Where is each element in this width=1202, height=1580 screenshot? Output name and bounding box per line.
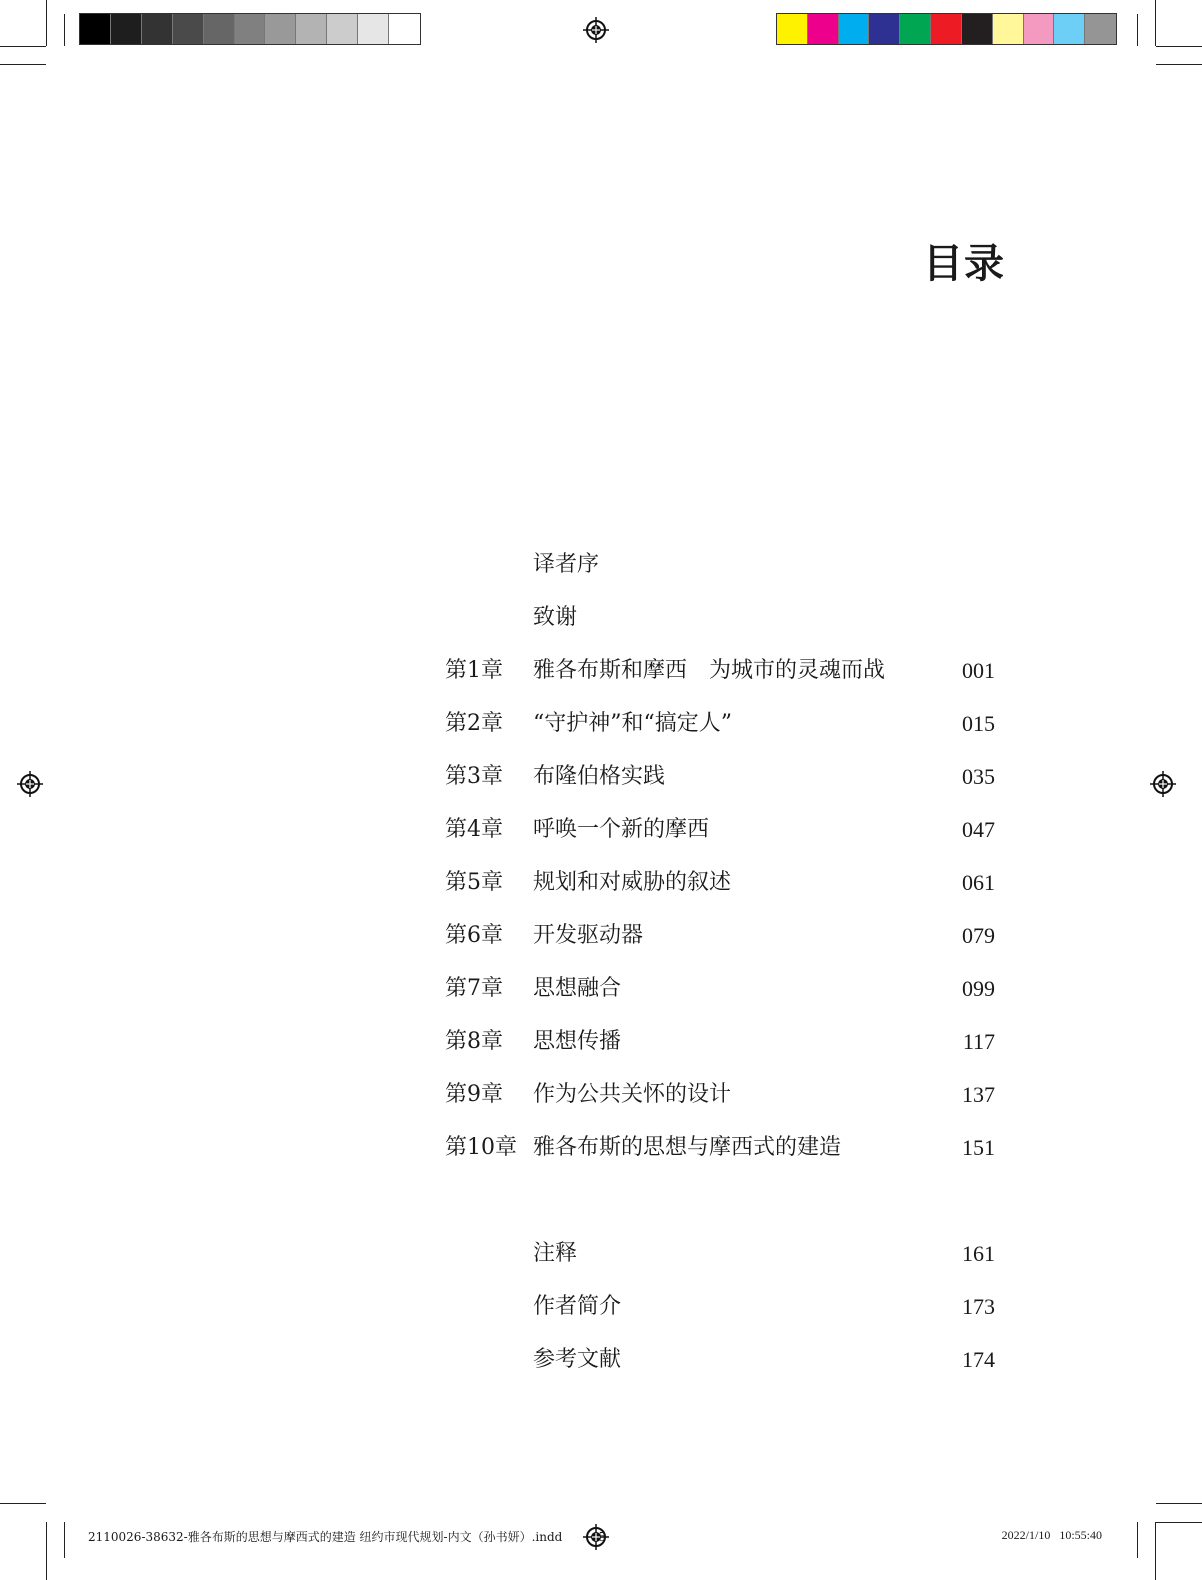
gray-swatch [389,14,420,44]
color-swatch [808,14,839,44]
crop-mark [1155,1522,1156,1580]
toc-page-number: 001 [962,658,995,683]
toc-entry-title: 作为公共关怀的设计 [533,1082,732,1107]
toc-entry-title: 作者简介 [533,1294,622,1319]
gray-swatch [235,14,266,44]
color-bar [776,13,1117,45]
toc-entry[interactable] [445,1128,1005,1168]
crop-mark [0,46,46,47]
toc-entry-title: 致谢 [533,605,578,630]
toc-entry-title: 雅各布斯的思想与摩西式的建造 [533,1135,842,1160]
crop-mark [0,64,46,65]
toc-entry-title: 注释 [533,1241,578,1266]
toc-chapter-number: 第4章 [445,817,503,842]
crop-mark [1137,14,1138,46]
toc-page-number: 117 [962,1029,995,1054]
toc-entry[interactable] [445,1075,1005,1115]
toc-entry-title: “守护神”和“搞定人” [533,711,732,736]
toc-page-number: 099 [962,976,995,1001]
gray-swatch [142,14,173,44]
toc-page-number: 174 [962,1347,995,1372]
crop-mark [46,1522,47,1580]
toc-chapter-number: 第6章 [445,923,503,948]
color-swatch [839,14,870,44]
toc-chapter-number: 第10章 [445,1135,517,1160]
crop-mark [1156,1522,1202,1523]
toc-chapter-number: 第3章 [445,764,503,789]
toc-chapter-number: 第7章 [445,976,503,1001]
toc-page-number: 161 [962,1241,995,1266]
toc-entry[interactable] [445,916,1005,956]
slug-filename [88,1528,606,1545]
crop-mark [1156,1503,1202,1504]
crop-mark [0,1503,46,1504]
crop-mark [1137,1522,1138,1558]
toc-entry[interactable] [445,757,1005,797]
toc-entry-title: 思想融合 [533,976,622,1001]
color-swatch [962,14,993,44]
gray-swatch [173,14,204,44]
registration-mark-icon [17,771,43,797]
gray-swatch [296,14,327,44]
crop-mark [1155,0,1156,46]
toc-page-number: 035 [962,764,995,789]
toc-page-number: 061 [962,870,995,895]
toc-page-number: 173 [962,1294,995,1319]
grayscale-bar [79,13,421,45]
slug-file-text: 2110026-38632-雅各布斯的思想与摩西式的建造 纽约市现代规划-内文（孙书妍）.indd [88,1530,563,1544]
color-swatch [869,14,900,44]
color-swatch [900,14,931,44]
crop-mark [64,1522,65,1558]
toc-chapter-number: 第1章 [445,658,503,683]
toc-entry[interactable] [445,810,1005,850]
toc-entry-title: 参考文献 [533,1347,622,1372]
toc-chapter-number: 第8章 [445,1029,503,1054]
toc-entry[interactable] [445,1234,1005,1274]
toc-page-number: 015 [962,711,995,736]
page-title: 目录 [923,240,1005,287]
toc-entry[interactable] [445,1287,1005,1327]
toc-chapter-number: 第9章 [445,1082,503,1107]
registration-mark-icon [1150,771,1176,797]
slug-page-number: 5 [598,1530,606,1544]
toc-entry-title: 译者序 [533,552,600,577]
color-swatch [931,14,962,44]
toc-chapter-number: 第2章 [445,711,503,736]
toc-entry[interactable] [445,969,1005,1009]
toc-entry[interactable] [445,863,1005,903]
toc-entry-title: 布隆伯格实践 [533,764,666,789]
slug-datetime: 2022/1/10 10:55:40 [1001,1528,1102,1542]
crop-mark [46,0,47,46]
toc-entry-title: 雅各布斯和摩西 为城市的灵魂而战 [533,658,886,683]
toc-entry[interactable] [445,704,1005,744]
color-swatch [1085,14,1116,44]
gray-swatch [265,14,296,44]
toc-entry[interactable] [445,651,1005,691]
color-swatch [993,14,1024,44]
toc-entry-title: 规划和对威胁的叙述 [533,870,732,895]
gray-swatch [111,14,142,44]
gray-swatch [80,14,111,44]
gray-swatch [327,14,358,44]
toc-page-number: 079 [962,923,995,948]
toc-page-number: 047 [962,817,995,842]
toc-entry[interactable] [445,1340,1005,1380]
color-swatch [1024,14,1055,44]
toc-entry-title: 思想传播 [533,1029,622,1054]
registration-mark-icon [583,17,609,43]
toc-page-number: 151 [962,1135,995,1160]
gray-swatch [358,14,389,44]
toc-entry[interactable] [445,598,1005,638]
color-swatch [1054,14,1085,44]
toc-entry[interactable] [445,545,1005,585]
toc-entry-title: 开发驱动器 [533,923,644,948]
gray-swatch [204,14,235,44]
toc-page-number: 137 [962,1082,995,1107]
toc-entry-title: 呼唤一个新的摩西 [533,817,710,842]
crop-mark [1156,64,1202,65]
crop-mark [1156,46,1202,47]
toc-chapter-number: 第5章 [445,870,503,895]
crop-mark [64,14,65,46]
toc-entry[interactable] [445,1022,1005,1062]
color-swatch [777,14,808,44]
